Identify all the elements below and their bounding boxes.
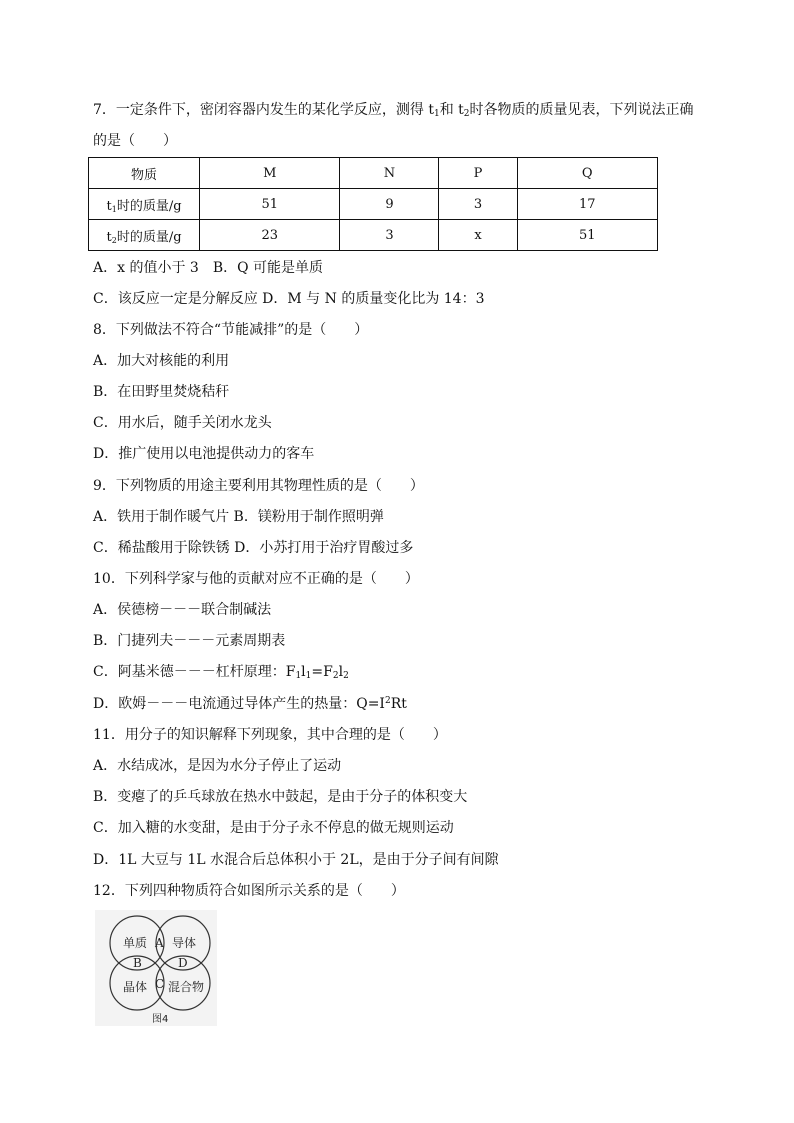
table-row (89, 189, 658, 220)
q10-option-a: A．侯德榜－－－联合制碱法 (93, 602, 272, 618)
q7-options-ab: A．x 的值小于 3 B．Q 可能是单质 (93, 260, 324, 276)
venn-region-d: D (178, 956, 188, 970)
q8-stem: 8．下列做法不符合“节能减排”的是（ ） (93, 322, 369, 338)
venn-region-c: C (155, 977, 165, 991)
table-cell: 23 (200, 220, 340, 251)
table-cell: 17 (517, 189, 657, 220)
table-header-cell: P (439, 158, 517, 189)
q11-stem: 11．用分子的知识解释下列现象，其中合理的是（ ） (93, 727, 447, 743)
table-cell: 3 (340, 220, 439, 251)
q10-option-b: B．门捷列夫－－－元素周期表 (93, 633, 286, 649)
q8-option-b: B．在田野里焚烧秸秆 (93, 384, 230, 400)
q8-option-d: D．推广使用以电池提供动力的客车 (93, 446, 315, 462)
q9-stem: 9．下列物质的用途主要利用其物理性质的是（ ） (93, 478, 424, 494)
q11-option-c: C．加入糖的水变甜，是由于分子永不停息的做无规则运动 (93, 820, 454, 836)
q12-stem: 12．下列四种物质符合如图所示关系的是（ ） (93, 883, 405, 899)
q8-option-a: A．加大对核能的利用 (93, 353, 230, 369)
q8-option-c: C．用水后，随手关闭水龙头 (93, 415, 272, 431)
table-header-cell: N (340, 158, 439, 189)
row-label-t1: $t_1$时的质量/g (89, 189, 200, 220)
table-cell: 9 (340, 189, 439, 220)
table-cell: 3 (439, 189, 517, 220)
table-cell: 51 (200, 189, 340, 220)
venn-diagram-figure (95, 910, 217, 1026)
venn-label-elemental: 单质 (123, 936, 148, 950)
table-header-row (89, 158, 658, 189)
q7-mass-table (88, 157, 658, 251)
figure-caption: 图4 (152, 1014, 169, 1025)
table-cell: 51 (517, 220, 657, 251)
venn-label-mixture: 混合物 (168, 980, 205, 994)
q10-option-c: C．阿基米德－－－杠杆原理：$F_1l_1=F_2l_2$ (93, 664, 349, 681)
q7-stem-line1: 7．一定条件下，密闭容器内发生的某化学反应，测得 $t_1$和 $t_2$时各物质的质量见表，下列说法正确 (93, 102, 694, 119)
table-header-cell: Q (517, 158, 657, 189)
table-header-cell: 物质 (89, 158, 200, 189)
q11-option-a: A．水结成冰，是因为水分子停止了运动 (93, 758, 342, 774)
row-label-t2: $t_2$时的质量/g (89, 220, 200, 251)
q9-options-ab: A．铁用于制作暖气片 B．镁粉用于制作照明弹 (93, 509, 384, 525)
table-row (89, 220, 658, 251)
q10-option-d: D．欧姆－－－电流通过导体产生的热量：$Q=I^2Rt$ (93, 696, 407, 712)
q11-option-b: B．变瘪了的乒乓球放在热水中鼓起，是由于分子的体积变大 (93, 789, 468, 805)
venn-region-b: B (133, 956, 142, 970)
q11-option-d: D．1L 大豆与 1L 水混合后总体积小于 2L，是由于分子间有间隙 (93, 852, 499, 868)
q7-options-cd: C．该反应一定是分解反应 D．M 与 N 的质量变化比为 14：3 (93, 291, 485, 307)
table-header-cell: M (200, 158, 340, 189)
q7-stem-line2: 的是（ ） (93, 133, 177, 149)
q10-stem: 10．下列科学家与他的贡献对应不正确的是（ ） (93, 571, 419, 587)
table-cell: x (439, 220, 517, 251)
venn-label-conductor: 导体 (172, 936, 197, 950)
venn-diagram (95, 910, 217, 1026)
venn-region-a: A (155, 936, 164, 950)
q9-options-cd: C．稀盐酸用于除铁锈 D．小苏打用于治疗胃酸过多 (93, 540, 414, 556)
venn-label-crystal: 晶体 (123, 980, 148, 994)
